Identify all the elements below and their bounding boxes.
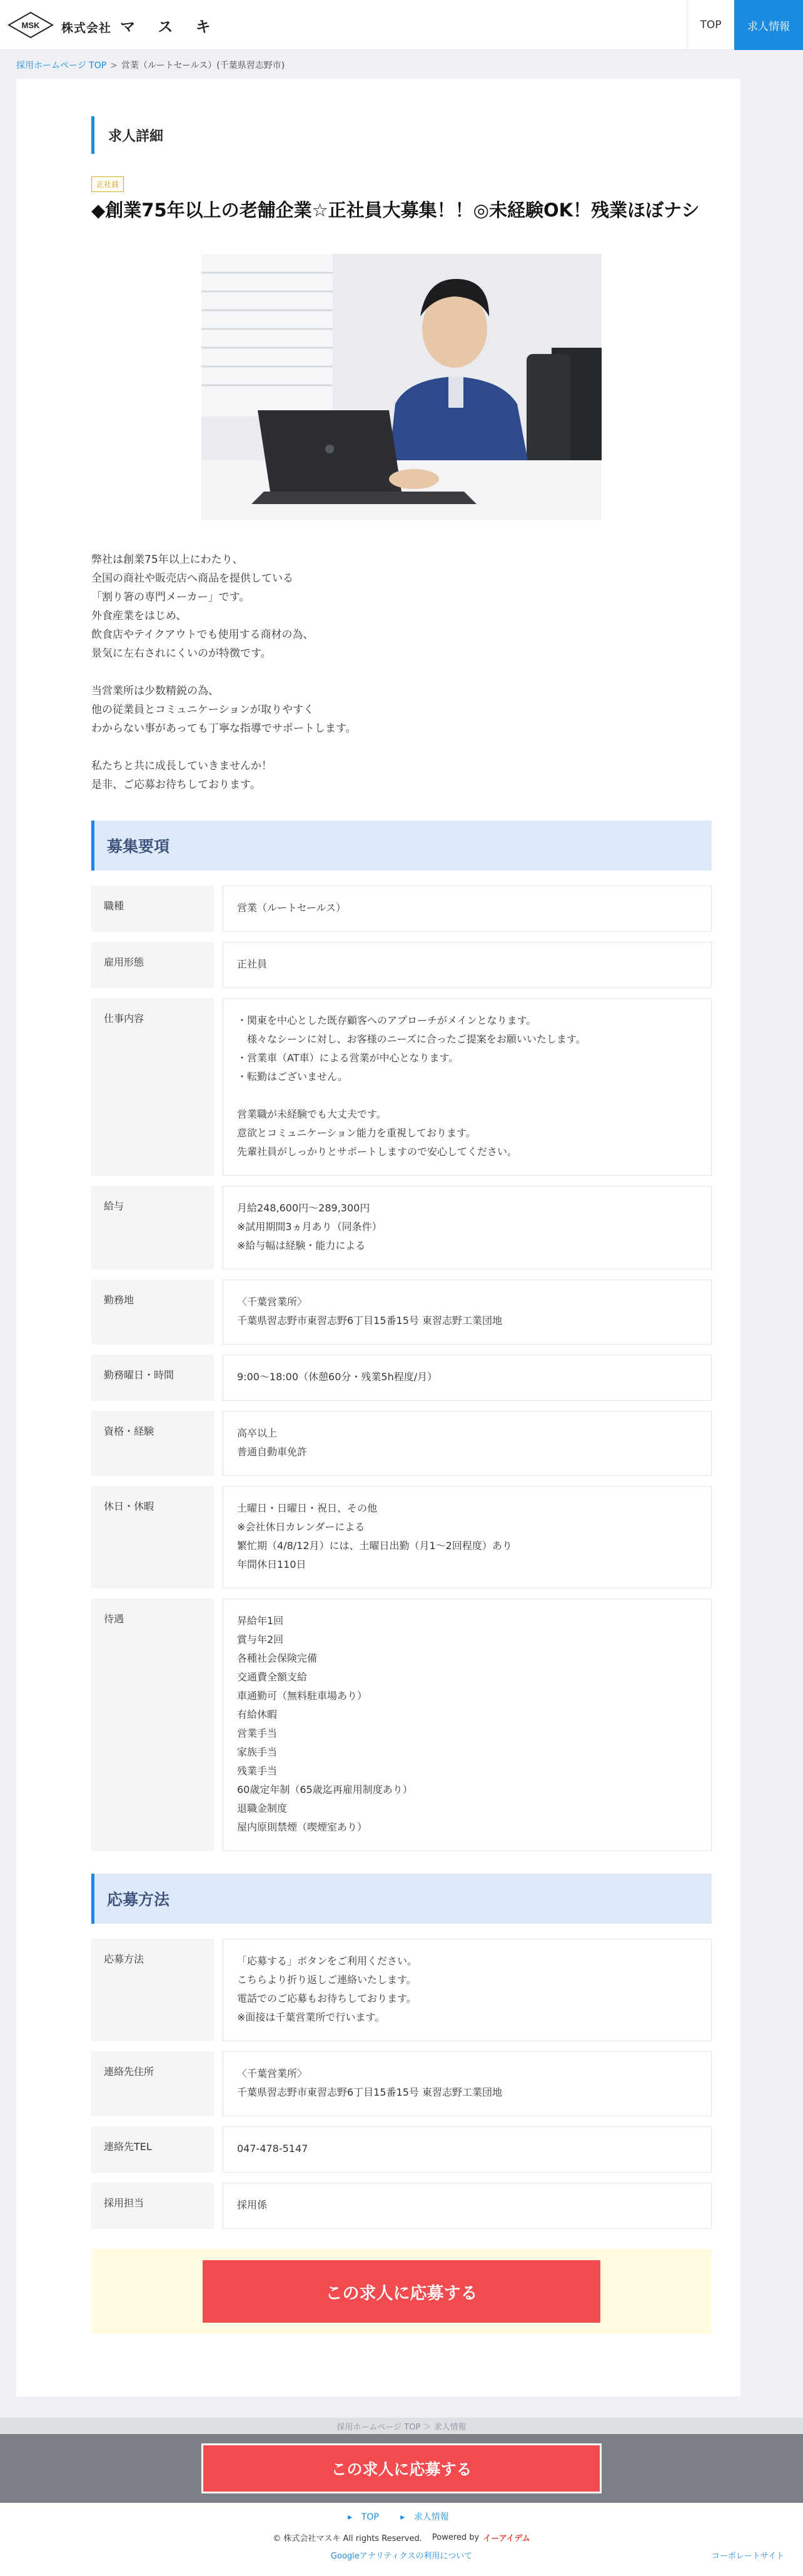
recruitment-row-hours xyxy=(91,1355,717,1401)
breadcrumb-current: 営業（ルートセールス）(千葉県習志野市) xyxy=(121,61,285,71)
row-label: 仕事内容 xyxy=(91,998,214,1176)
row-label: 待遇 xyxy=(91,1599,214,1851)
job-intro-text: 弊社は創業75年以上にわたり、 全国の商社や販売店へ商品を提供している 「割り箸の専門メーカー」です。 外食産業をはじめ、 飲食店やテイクアウトでも使用する商材の為、 景気に左右されにくいのが特徴です。 当営業所は少数精鋭の為、 他の従業員とコミュニケーションが取りやすく わからない事があっても丁寧な指導でサポートします。 私たちと共に成長していきませんか！ 是非、ご応募お待ちしております。 xyxy=(91,553,356,791)
breadcrumb-separator: > xyxy=(110,61,118,71)
nav-top-link[interactable]: TOP xyxy=(687,0,734,50)
job-photo xyxy=(201,254,602,520)
row-label: 職種 xyxy=(91,886,214,932)
footer-link-top-label: TOP xyxy=(361,2512,379,2522)
row-value: ・関東を中心とした既存顧客へのアプローチがメインとなります。 様々なシーンに対し、お客様のニーズに合ったご提案をお願いいたします。 ・営業車（AT車）による営業が中心となります。 ・転勤はございません。 営業職が未経験でも大丈夫です。 意欲とコミュニケーション能力を重視しております。 先輩社員がしっかりとサポートしますので安心してください。 xyxy=(223,998,712,1176)
job-detail-card xyxy=(16,79,740,2397)
row-value: 土曜日・日曜日・祝日、その他 ※会社休日カレンダーによる 繁忙期（4/8/12月）には、土曜日出勤（月1〜2回程度）あり 年間休日110日 xyxy=(223,1486,712,1589)
powered-by-label: Powered by xyxy=(432,2533,480,2542)
recruitment-row-location xyxy=(91,1280,717,1345)
recruitment-row-salary xyxy=(91,1186,717,1270)
row-label: 資格・経験 xyxy=(91,1411,214,1476)
row-value: 〈千葉営業所〉 千葉県習志野市東習志野6丁目15番15号 東習志野工業団地 xyxy=(223,1280,712,1345)
row-label: 連絡先TEL xyxy=(91,2126,214,2173)
recruitment-row-benefits xyxy=(91,1599,717,1851)
apply-area xyxy=(91,2249,712,2334)
recruitment-row-employment xyxy=(91,942,717,988)
analytics-policy-link[interactable]: Googleアナリティクスの利用について xyxy=(330,2552,473,2561)
row-value: 047-478-5147 xyxy=(223,2126,712,2173)
row-label: 休日・休暇 xyxy=(91,1486,214,1589)
company-name-main: マ ス キ xyxy=(120,18,220,36)
row-label: 応募方法 xyxy=(91,1939,214,2041)
breadcrumb xyxy=(16,59,285,71)
job-title: ◆創業75年以上の老舗企業☆正社員大募集！！◎未経験OK！残業ほぼナシ xyxy=(91,200,700,221)
recruitment-row-holidays xyxy=(91,1486,717,1589)
row-value: 採用係 xyxy=(223,2183,712,2229)
row-label: 採用担当 xyxy=(91,2183,214,2229)
row-label: 雇用形態 xyxy=(91,942,214,988)
row-label: 勤務地 xyxy=(91,1280,214,1345)
company-prefix: 株式会社 xyxy=(61,21,112,35)
employment-tag: 正社員 xyxy=(91,176,124,192)
row-value: 「応募する」ボタンをご利用ください。 こちらより折り返しご連絡いたします。 電話でのご応募もお待ちしております。 ※面接は千葉営業所で行います。 xyxy=(223,1939,712,2041)
row-value: 正社員 xyxy=(223,942,712,988)
footer-breadcrumb: 採用ホームページ TOP ＞ 求人情報 xyxy=(0,2418,803,2434)
recruitment-row-job-type xyxy=(91,886,717,932)
section-title: 求人詳細 xyxy=(91,116,467,154)
application-row-contact-person xyxy=(91,2183,717,2229)
powered-by-brand[interactable]: イーアイデム xyxy=(483,2534,530,2543)
nav-jobs-link[interactable]: 求人情報 xyxy=(734,0,803,50)
row-value: 高卒以上 普通自動車免許 xyxy=(223,1411,712,1476)
recruitment-heading: 募集要項 xyxy=(91,821,712,871)
copyright-line xyxy=(0,2532,803,2543)
row-value: 〈千葉営業所〉 千葉県習志野市東習志野6丁目15番15号 東習志野工業団地 xyxy=(223,2051,712,2116)
row-value: 9:00〜18:00（休憩60分・残業5h程度/月） xyxy=(223,1355,712,1401)
logo-mark-icon xyxy=(8,11,54,39)
site-header xyxy=(0,0,803,50)
recruitment-row-qualifications xyxy=(91,1411,717,1476)
company-logo[interactable] xyxy=(8,10,220,40)
row-value: 月給248,600円〜289,300円 ※試用期間3ヵ月あり（同条件） ※給与幅は経験・能力による xyxy=(223,1186,712,1270)
application-row-address xyxy=(91,2051,717,2116)
logo-mark-text: MSK xyxy=(21,21,40,30)
sticky-apply-button[interactable]: この求人に応募する xyxy=(201,2443,602,2493)
footer-link-top[interactable]: ▸ TOP xyxy=(348,2512,379,2522)
row-value: 昇給年1回 賞与年2回 各種社会保険完備 交通費全額支給 車通勤可（無料駐車場あり） 有給休暇 営業手当 家族手当 残業手当 60歳定年制（65歳迄再雇用制度あり） 退職金制度 屋内原則禁煙（喫煙室あり） xyxy=(223,1599,712,1851)
application-heading: 応募方法 xyxy=(91,1874,712,1924)
site-footer xyxy=(0,2503,803,2576)
breadcrumb-home-link[interactable]: 採用ホームページ TOP xyxy=(16,61,107,71)
footer-link-jobs-label: 求人情報 xyxy=(413,2512,449,2522)
application-row-method xyxy=(91,1939,717,2041)
footer-link-jobs[interactable]: ▸ 求人情報 xyxy=(400,2512,449,2522)
sticky-apply-bar xyxy=(0,2434,803,2503)
row-label: 連絡先住所 xyxy=(91,2051,214,2116)
row-label: 給与 xyxy=(91,1186,214,1270)
apply-button[interactable]: この求人に応募する xyxy=(203,2260,600,2323)
recruitment-row-work-content xyxy=(91,998,717,1176)
footer-links xyxy=(0,2510,803,2523)
corporate-site-link[interactable]: コーポレートサイト xyxy=(711,2552,784,2561)
copyright-text: © 株式会社マスキ All rights Reserved. xyxy=(273,2534,422,2543)
company-name xyxy=(61,14,220,36)
row-label: 勤務曜日・時間 xyxy=(91,1355,214,1401)
application-row-tel xyxy=(91,2126,717,2173)
row-value: 営業（ルートセールス） xyxy=(223,886,712,932)
